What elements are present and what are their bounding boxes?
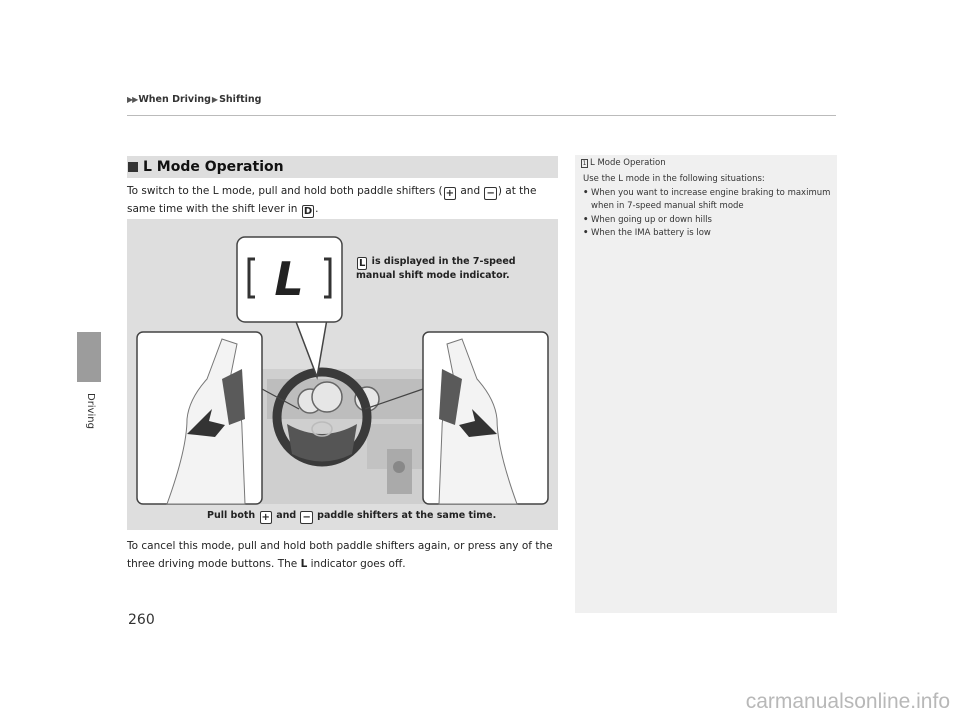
side-note [575, 155, 837, 613]
breadcrumb [127, 94, 261, 105]
caption-run: and [272, 510, 300, 521]
text-run: ) at the same time with the shift lever in [127, 185, 537, 215]
paddle-shifter-illustration [127, 219, 558, 530]
note-title [581, 158, 666, 168]
note-title-text: L Mode Operation [590, 158, 666, 168]
breadcrumb-item-when-driving[interactable]: When Driving [138, 94, 211, 105]
l-indicator-text: L [300, 557, 308, 570]
text-run: . [315, 202, 319, 215]
l-indicator-icon: L [359, 258, 366, 269]
square-bullet-icon [128, 162, 138, 172]
section-heading [127, 156, 558, 178]
gauge-center [312, 382, 342, 412]
double-arrow-icon: ▶▶ [127, 95, 138, 104]
figure-caption [207, 510, 496, 524]
instruction-paragraph [127, 183, 559, 218]
note-intro: Use the L mode in the following situations: [583, 174, 765, 184]
plus-key-icon: + [261, 512, 270, 523]
cancel-paragraph [127, 538, 559, 573]
watermark-text: carmanualsonline.info [745, 690, 950, 713]
display-letter: L [274, 252, 304, 306]
list-item: • When the IMA battery is low [583, 227, 831, 241]
page-number: 260 [128, 612, 155, 628]
minus-key-icon: − [302, 512, 311, 523]
minus-key-icon: − [486, 188, 495, 199]
chapter-label: Driving [85, 393, 96, 429]
caption-run: paddle shifters at the same time. [313, 510, 497, 521]
note-marker-icon: 1 [582, 159, 587, 167]
drive-position-icon: D [303, 205, 313, 217]
header-divider [127, 115, 836, 116]
list-item: • When you want to increase engine braking to maximum when in 7-speed manual shift mode [583, 187, 831, 214]
shift-knob [393, 461, 405, 473]
text-run: and [457, 185, 484, 197]
indicator-callout [356, 256, 516, 282]
breadcrumb-item-shifting[interactable]: Shifting [219, 94, 262, 105]
callout-line-2: manual shift mode indicator. [356, 270, 510, 281]
arrow-icon: ▶ [211, 95, 219, 104]
text-run: To switch to the L mode, pull and hold both paddle shifters ( [127, 185, 443, 197]
chapter-tab[interactable] [77, 332, 101, 382]
caption-run: Pull both [207, 510, 259, 521]
callout-line-1: is displayed in the 7-speed [368, 256, 516, 267]
section-title: L Mode Operation [143, 159, 284, 175]
list-item: • When going up or down hills [583, 214, 831, 228]
watermark-band [0, 686, 960, 722]
text-run: To cancel this mode, pull and hold both paddle shifters again, or press any of the three driving mode buttons. The [127, 540, 553, 570]
note-body [583, 173, 831, 241]
note-list [583, 187, 831, 241]
text-run: indicator goes off. [307, 557, 406, 570]
plus-key-icon: + [445, 188, 455, 199]
